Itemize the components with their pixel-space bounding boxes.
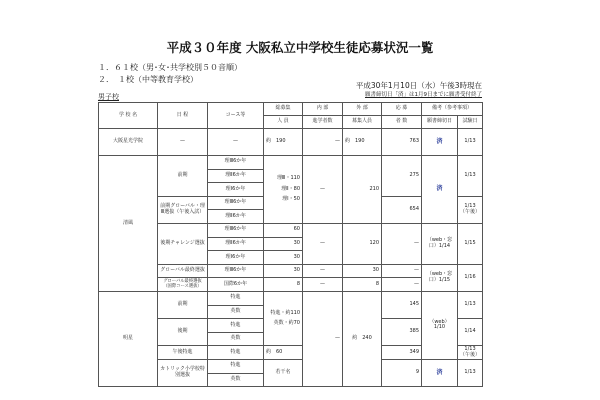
course: 英数 — [208, 305, 264, 319]
course: 特進 — [208, 359, 264, 373]
deadline: （web・窓口）1/15 — [422, 264, 458, 291]
schedule: カトリック小学校特別選抜 — [158, 359, 208, 386]
table-row — [99, 156, 483, 170]
schedule: 前期 — [158, 291, 208, 318]
page-title: 平成３０年度 大阪私立中学校生徒応募状況一覧 — [166, 40, 434, 55]
internal: — — [303, 264, 343, 278]
applicants: 763 — [382, 129, 422, 156]
school-name: 明星 — [99, 291, 158, 386]
header-remarks: 備考（参考事項） — [422, 103, 483, 116]
course: 特進 — [208, 291, 264, 305]
applicants: — — [382, 278, 422, 292]
external: 30 — [343, 264, 382, 278]
schedule: グローバル最終選抜（国際コース選抜） — [158, 278, 208, 292]
exam-date: 1/13（午後） — [458, 196, 483, 223]
total: 約 60 — [264, 346, 303, 360]
deadline: （web）1/10 — [422, 291, 458, 359]
applicants: — — [382, 264, 422, 278]
school-name: 大阪星光学院 — [99, 129, 158, 156]
applicants: 275 — [382, 156, 422, 197]
exam-date: 1/13 — [458, 291, 483, 318]
header-row — [99, 103, 483, 116]
header-total-2: 人 員 — [264, 116, 303, 129]
course: 英数 — [208, 332, 264, 346]
external: 約 240 — [343, 291, 382, 386]
schedule: — — [158, 129, 208, 156]
header-applicants-2: 者 数 — [382, 116, 422, 129]
as-of-date: 平成30年1月10日（水）午後3時現在 — [355, 81, 482, 90]
applicants: 349 — [382, 346, 422, 360]
total: 30 — [264, 251, 303, 265]
header-exam: 試験日 — [458, 116, 483, 129]
schedule: 前期 — [158, 156, 208, 197]
deadline-note: 願書締切日「済」は1月9日までに願書受付終了 — [364, 92, 482, 98]
exam-date: 1/13 — [458, 156, 483, 197]
schedule: 前期グローバル・理Ⅲ選抜（午後入試） — [158, 196, 208, 223]
course: 特進 — [208, 319, 264, 333]
course: 理Ⅰ6か年 — [208, 251, 264, 265]
deadline: 済 — [422, 156, 458, 224]
header-course: コース等 — [208, 103, 264, 129]
schedule: 後期チャレンジ選抜 — [158, 223, 208, 264]
header-school: 学 校 名 — [99, 103, 158, 129]
table-row — [99, 129, 483, 156]
total: 60 — [264, 223, 303, 237]
total: 8 — [264, 278, 303, 292]
course: 理Ⅲ6か年 — [208, 156, 264, 170]
schedule: 午後特進 — [158, 346, 208, 360]
applicants: 145 — [382, 291, 422, 318]
course: 国際6か年 — [208, 278, 264, 292]
internal: — — [303, 129, 343, 156]
section-label: 男子校 — [98, 93, 119, 101]
internal: — — [303, 156, 343, 224]
exam-date: 1/16 — [458, 264, 483, 291]
exam-date: 1/13 — [458, 359, 483, 386]
external: 210 — [343, 156, 382, 224]
course: 英数 — [208, 373, 264, 387]
course: 理Ⅱ6か年 — [208, 237, 264, 251]
schedule: グローバル最終選抜 — [158, 264, 208, 278]
exam-date: 1/13（午後） — [458, 346, 483, 360]
course: 理Ⅲ6か年 — [208, 264, 264, 278]
course: 理Ⅰ6か年 — [208, 183, 264, 197]
exam-date: 1/13 — [458, 129, 483, 156]
deadline: 済 — [422, 129, 458, 156]
course: — — [208, 129, 264, 156]
external: 120 — [343, 223, 382, 264]
header-internal: 内 部 — [303, 103, 343, 116]
course: 特進 — [208, 346, 264, 360]
total: 30 — [264, 237, 303, 251]
deadline: （web・窓口）1/14 — [422, 223, 458, 264]
internal: — — [303, 223, 343, 264]
course: 理Ⅲ6か年 — [208, 196, 264, 210]
total: 30 — [264, 264, 303, 278]
applicants: 385 — [382, 319, 422, 346]
header-total: 総募集 — [264, 103, 303, 116]
applicants: 9 — [382, 359, 422, 386]
course: 理Ⅱ6か年 — [208, 169, 264, 183]
deadline: 済 — [422, 359, 458, 386]
schedule: 後期 — [158, 319, 208, 346]
header-external-2: 募集人員 — [343, 116, 382, 129]
total: 理Ⅲ・110 理Ⅱ・80 理Ⅰ・50 — [264, 156, 303, 224]
header-deadline: 願書締切日 — [422, 116, 458, 129]
applicants: 654 — [382, 196, 422, 223]
total: 特進・約110 英数・約70 — [264, 291, 303, 345]
course: 理Ⅲ6か年 — [208, 223, 264, 237]
total: 約 190 — [264, 129, 303, 156]
application-table — [98, 102, 483, 387]
external: 8 — [343, 278, 382, 292]
course: 理Ⅱ6か年 — [208, 210, 264, 224]
header-applicants: 応 募 — [382, 103, 422, 116]
exam-date: 1/15 — [458, 223, 483, 264]
header-schedule: 日 程 — [158, 103, 208, 129]
internal: — — [303, 291, 343, 386]
summary-line: ２． １校（中等教育学校） — [98, 75, 198, 84]
summary-line: １．６１校（男･女･共学校別５０音順） — [98, 63, 242, 72]
external: 約 190 — [343, 129, 382, 156]
applicants: — — [382, 223, 422, 264]
school-name: 清風 — [99, 156, 158, 292]
header-external: 外 部 — [343, 103, 382, 116]
header-internal-2: 進学者数 — [303, 116, 343, 129]
internal: — — [303, 278, 343, 292]
total: 若干名 — [264, 359, 303, 386]
exam-date: 1/14 — [458, 319, 483, 346]
